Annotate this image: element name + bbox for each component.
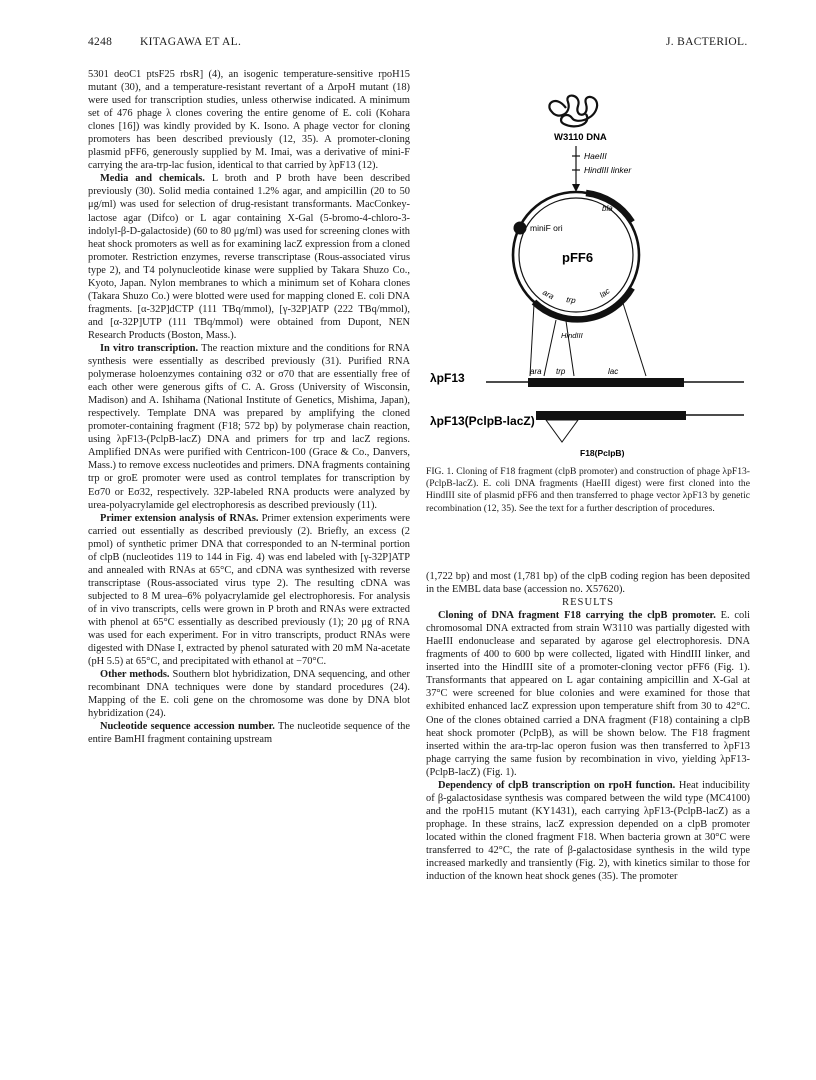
media-text: L broth and P broth have been described previously (30). Solid media contained 1.2% agar, and ampicillin (20 to 50 μg/ml) was used for selection of drug-resistant transformants. MacConkey-lactose agar (Difco) or L agar containing X-Gal (5-bromo-4-chloro-3-indolyl-β-D-galactoside) (60 to 80 μg/ml) was used for screening clones with heat shock promoters as well as for examining lacZ expression from a cloned promoter. Restriction enzymes, reverse transcriptase (Rous-associated virus type 2), and T4 polynucleotide kinase were supplied by Takara Shuzo Co., Kyoto, Japan. Nylon membranes to which a minimum set of Kohara clones (Takara Shuzo Co.) were blotted were used for mapping cloned E. coli DNA fragments. [α-32P]dCTP (111 TBq/mmol), [γ-32P]ATP (222 TBq/mmol), and [α-32P]UTP (111 TBq/mmol) were obtained from Dupont, NEN Research Products (Boston, Mass.). [88,173,411,341]
nucleotide-paragraph [88,720,410,746]
primer-text: Primer extension experiments were carried out essentially as described previously (2). Briefly, an excess (2 pmol) of synthetic primer DNA that corresponded to an N-terminal portion of clpB (nucleotides 119 to 144 in Fig. 4) was end labeled with [γ-32P]ATP and annealed with RNAs at 65°C, and cDNA was synthesized with reverse transcriptase (Rous-associated virus type 2). The resulting cDNA was subjected to 8 M urea–6% polyacrylamide gel electrophoresis. For analysis of in vivo transcripts, cells were grown in P broth and RNAs were extracted with phenol at 65°C essentially as described previously (1); 20 μg of RNA was used for each experiment. For in vitro transcripts, product RNAs were digested with DNase I, extracted by phenol saturated with 20 mM Na-acetate (pH 5.5) at 65°C, and precipitated with ethanol at −70°C. [88,512,410,668]
figure-1-caption: FIG. 1. Cloning of F18 fragment (clpB promoter) and construction of phage λpF13-(PclpB-lacZ). E. coli DNA fragments (HaeIII digest) were first cloned into the HindIII site of plasmid pFF6 and then transferred to phage vector λpF13 by genetic recombination (12, 35). See the text for a further description of procedures. [426,466,750,514]
phage-label: λpF13 [430,371,465,385]
other-heading: Other methods. [100,669,170,681]
media-heading: Media and chemicals. [100,173,205,185]
phage-lac-label: lac [608,367,619,376]
right-column [426,570,750,883]
dependency-text: Heat inducibility of β-galactosidase synthesis was compared between the wild type (MC4100) and the rpoH15 mutant (KY1431), each carrying λpF13-(PclpB-lacZ) as a prophage. In these strains, lacZ expression depended on a clpB promoter located within the cloned fragment F18. When bacteria grown at 30°C were transferred to 42°C, the rate of β-galactosidase synthesis in the wild type increased markedly and transiently (Fig. 2), with kinetics similar to those for induction of the known heat shock genes (35). The promoter [426,779,750,883]
recomb-right-line [622,300,646,376]
fragment-triangle [546,420,578,442]
dependency-heading: Dependency of clpB transcription on rpoH function. [438,779,676,791]
accession-paragraph: (1,722 bp) and most (1,781 bp) of the clpB coding region has been deposited in the EMBL data base (accession no. X57620). [426,571,750,596]
left-column [88,68,410,746]
cloning-text: E. coli chromosomal DNA extracted from strain W3110 was partially digested with HaeIII endonuclease and separated by agarose gel electrophoresis. DNA fragments of 400 to 600 bp were collected, ligated with HindIII linker, and inserted into the HindIII site of a promoter-cloning vector pFF6 (Fig. 1). Transformants that appeared on L agar containing ampicillin and X-Gal at 37°C were screened for blue colonies and were examined for those that exhibited enhanced lacZ expression upon temperature shift from 30 to 42°C. One of the clones obtained carried a DNA fragment (F18) containing a clpB heat shock promoter (PclpB), as will be shown below. The F18 fragment inserted within the ara-trp-lac operon fusion was then transferred to λpF13 phage carrying the same fusion by recombination in vivo, yielding λpF13-(PclpB-lacZ) (Fig. 1). [426,610,750,778]
plasmid-ara-label: ara [541,287,556,302]
minif-ori-dot [514,222,527,235]
cloning-paragraph [426,609,750,779]
phage-ara-label: ara [530,367,542,376]
media-paragraph [88,172,410,342]
other-text: Southern blot hybridization, DNA sequencing, and other recombinant DNA techniques were done by standard procedures (24). Mapping of the E. coli gene on the chromosome was done by DNA blot hybridization (24). [88,669,411,720]
construct-label: λpF13(PclpB-lacZ) [430,414,535,428]
journal-name: J. BACTERIOL. [666,36,748,48]
nucleotide-heading: Nucleotide sequence accession number. [100,721,275,733]
hindiii-site-label: HindIII [561,331,583,340]
intro-paragraph: 5301 deoC1 ptsF25 rbsR] (4), an isogenic temperature-sensitive rpoH15 mutant (30), and a temperature-resistant revertant of a ΔrpoH mutant (18) were used for transcription studies, unless otherwise indicated. A minimum set of 476 phage λ clones covering the entire genome of E. coli (Kohara clones [16]) was kindly provided by K. Isono. A phage vector for cloning promoters has been described previously (12, 35). A promoter-cloning plasmid pFF6, generously supplied by M. Imai, was a derivative of mini-F carrying the ara-trp-lac fusion, identical to that carried by λpF13 (12). [88,69,410,172]
dependency-paragraph [426,779,750,883]
plasmid-lac-label: lac [597,286,612,300]
primer-heading: Primer extension analysis of RNAs. [100,512,259,524]
page-number: 4248 [88,36,113,48]
insert-right-line [566,321,574,376]
running-authors: KITAGAWA ET AL. [140,36,242,48]
hindiii-linker-label: HindIII linker [584,165,632,175]
phage-fusion-block [528,378,684,387]
fragment-label: F18(PclpB) [580,448,625,458]
nucleotide-text: The nucleotide sequence of the entire BamHI fragment containing upstream [88,721,410,746]
figure-1-diagram [426,90,750,460]
other-paragraph [88,668,410,720]
minif-ori-label: miniF ori [530,223,563,233]
invitro-text: The reaction mixture and the conditions for RNA synthesis were essentially as described previously (31). Purified RNA polymerase holoenzymes containing σ32 or σ70 that are essentially free of each other were generous gifts of C. A. Gross (University of Wisconsin, Madison) and A. Ishihama (National Institute of Genetics, Mishima, Japan), respectively. Template DNA was prepared by amplifying the cloned promoter-containing fragment (F18; 572 bp) by polymerase chain reaction, using λpF13-(PclpB-lacZ) DNA and primers for trp and lacZ regions. Amplified DNAs were purified with Centricon-100 (Grace & Co., Danvers, Mass.) to remove excess nucleotides and primers. DNA fragments containing trp or groE promoter were used as control templates for transcription by Eσ70 or Eσ32, respectively. 32P-labeled RNA products were analyzed by urea-polyacrylamide gel electrophoresis as described previously (11). [88,342,411,511]
plasmid-name: pFF6 [562,250,594,265]
results-heading: RESULTS [562,597,614,609]
chromosome-squiggle [549,96,597,127]
bla-label: bla [602,204,613,213]
invitro-paragraph [88,342,410,512]
plasmid-trp-label: trp [565,295,577,306]
construct-block [536,411,686,420]
recomb-left-line [530,304,534,376]
primer-paragraph [88,512,410,669]
dna-source-label: W3110 DNA [554,132,607,143]
phage-trp-label: trp [556,367,566,376]
invitro-heading: In vitro transcription. [100,342,199,354]
haeiii-label: HaeIII [584,151,607,161]
insert-left-line [544,320,556,376]
cloning-heading: Cloning of DNA fragment F18 carrying the clpB promoter. [438,610,716,622]
